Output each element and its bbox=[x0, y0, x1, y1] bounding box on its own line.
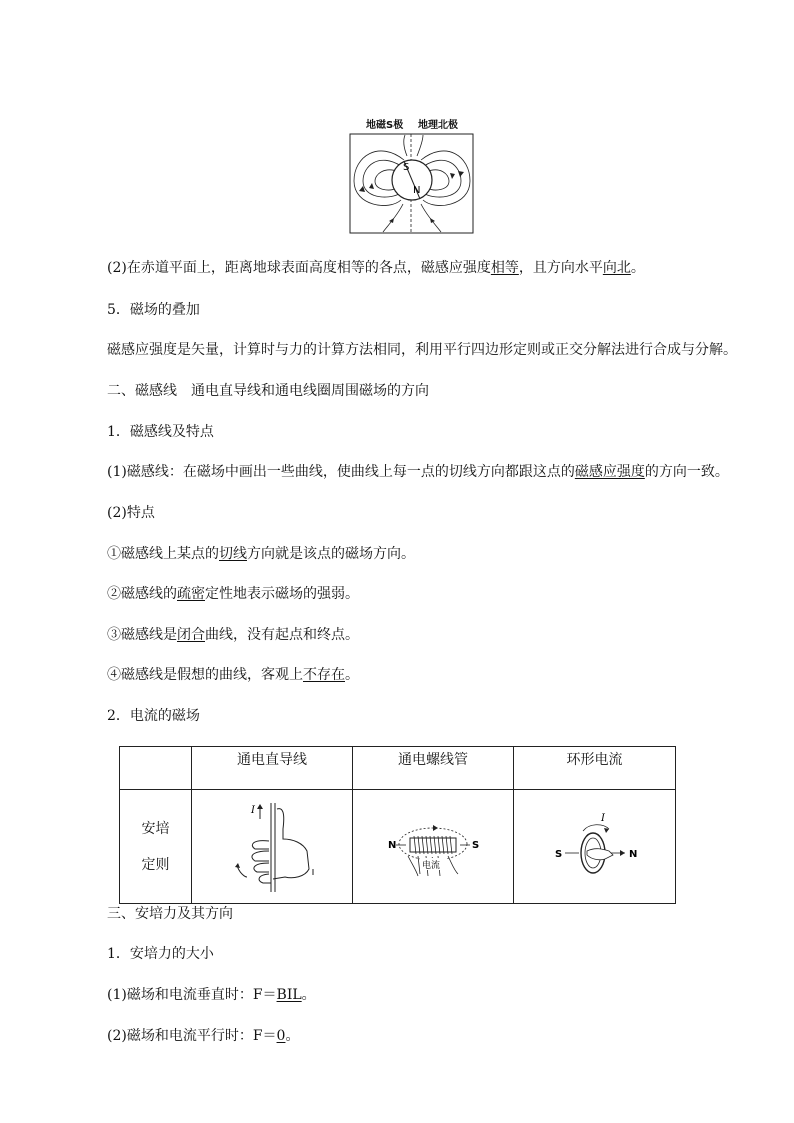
ring-current-label: I bbox=[600, 812, 605, 824]
solenoid-current-label: 电流 bbox=[422, 860, 441, 871]
current-label: I bbox=[251, 805, 255, 816]
feature-1: ①磁感线上某点的切线方向就是该点的磁场方向。 bbox=[107, 546, 415, 562]
solenoid-s-label: S bbox=[472, 839, 480, 851]
ring-s-label: S bbox=[554, 848, 562, 860]
section-5-text: 磁感应强度是矢量，计算时与力的计算方法相同，利用平行四边形定则或正交分解法进行合成与分解。 bbox=[107, 342, 737, 358]
solenoid-n-label: N bbox=[388, 839, 397, 851]
features-title: (2)特点 bbox=[107, 505, 155, 521]
table-row bbox=[120, 790, 676, 904]
feature-4: ④磁感线是假想的曲线，客观上不存在。 bbox=[107, 667, 359, 683]
table-header-solenoid: 通电螺线管 bbox=[353, 747, 514, 790]
answer-north: 向北 bbox=[602, 260, 631, 276]
field-line-definition: (1)磁感线：在磁场中画出一些曲线，使曲线上每一点的切线方向都跟这点的磁感应强度的方向一致。 bbox=[107, 464, 729, 480]
ring-n-label: N bbox=[628, 848, 637, 860]
geomagnetic-s-pole-label: 地磁S极 bbox=[366, 120, 404, 131]
answer-not-exist: 不存在 bbox=[303, 667, 345, 683]
answer-magnetic-induction: 磁感应强度 bbox=[574, 464, 645, 480]
force-parallel: (2)磁场和电流平行时：F＝0。 bbox=[107, 1028, 300, 1044]
earth-magnetic-field-figure bbox=[349, 116, 474, 234]
section-3-heading: 三、安培力及其方向 bbox=[107, 906, 233, 922]
equator-line: (2)在赤道平面上，距离地球表面高度相等的各点，磁感应强度相等，且方向水平向北。 bbox=[107, 260, 645, 276]
feature-2: ②磁感线的疏密定性地表示磁场的强弱。 bbox=[107, 586, 359, 602]
ring-current-figure bbox=[545, 807, 645, 887]
row-label-ampere-rule: 安培 定则 bbox=[120, 790, 192, 904]
right-hand-straight-wire-figure bbox=[227, 799, 317, 894]
answer-density: 疏密 bbox=[177, 586, 205, 602]
geographic-north-pole-label: 地理北极 bbox=[418, 120, 458, 131]
ampere-rule-table bbox=[119, 746, 676, 904]
answer-closed: 闭合 bbox=[177, 627, 205, 643]
pole-s-label: S bbox=[403, 162, 410, 173]
field-lines-diagram bbox=[349, 116, 474, 234]
solenoid-figure bbox=[378, 812, 488, 882]
table-header-empty bbox=[120, 747, 192, 790]
table-header-ring-current: 环形电流 bbox=[514, 747, 676, 790]
answer-bil: BIL bbox=[276, 987, 302, 1003]
section-2-heading: 二、磁感线 通电直导线和通电线圈周围磁场的方向 bbox=[107, 383, 429, 399]
ring-current-cell bbox=[514, 790, 676, 904]
force-perpendicular: (1)磁场和电流垂直时：F＝BIL。 bbox=[107, 987, 316, 1003]
table-header-row bbox=[120, 747, 676, 790]
sub-1-title: 1．磁感线及特点 bbox=[107, 424, 214, 440]
answer-tangent: 切线 bbox=[219, 546, 247, 562]
feature-3: ③磁感线是闭合曲线，没有起点和终点。 bbox=[107, 627, 359, 643]
answer-equal: 相等 bbox=[490, 260, 519, 276]
sub-2-title: 2．电流的磁场 bbox=[107, 708, 200, 724]
pole-n-label: N bbox=[413, 185, 421, 196]
table-header-straight-wire: 通电直导线 bbox=[192, 747, 353, 790]
answer-zero: 0 bbox=[276, 1028, 286, 1044]
sub-3-1-title: 1．安培力的大小 bbox=[107, 946, 214, 962]
solenoid-cell bbox=[353, 790, 514, 904]
straight-wire-cell bbox=[192, 790, 353, 904]
section-5-title: 5．磁场的叠加 bbox=[107, 302, 200, 318]
